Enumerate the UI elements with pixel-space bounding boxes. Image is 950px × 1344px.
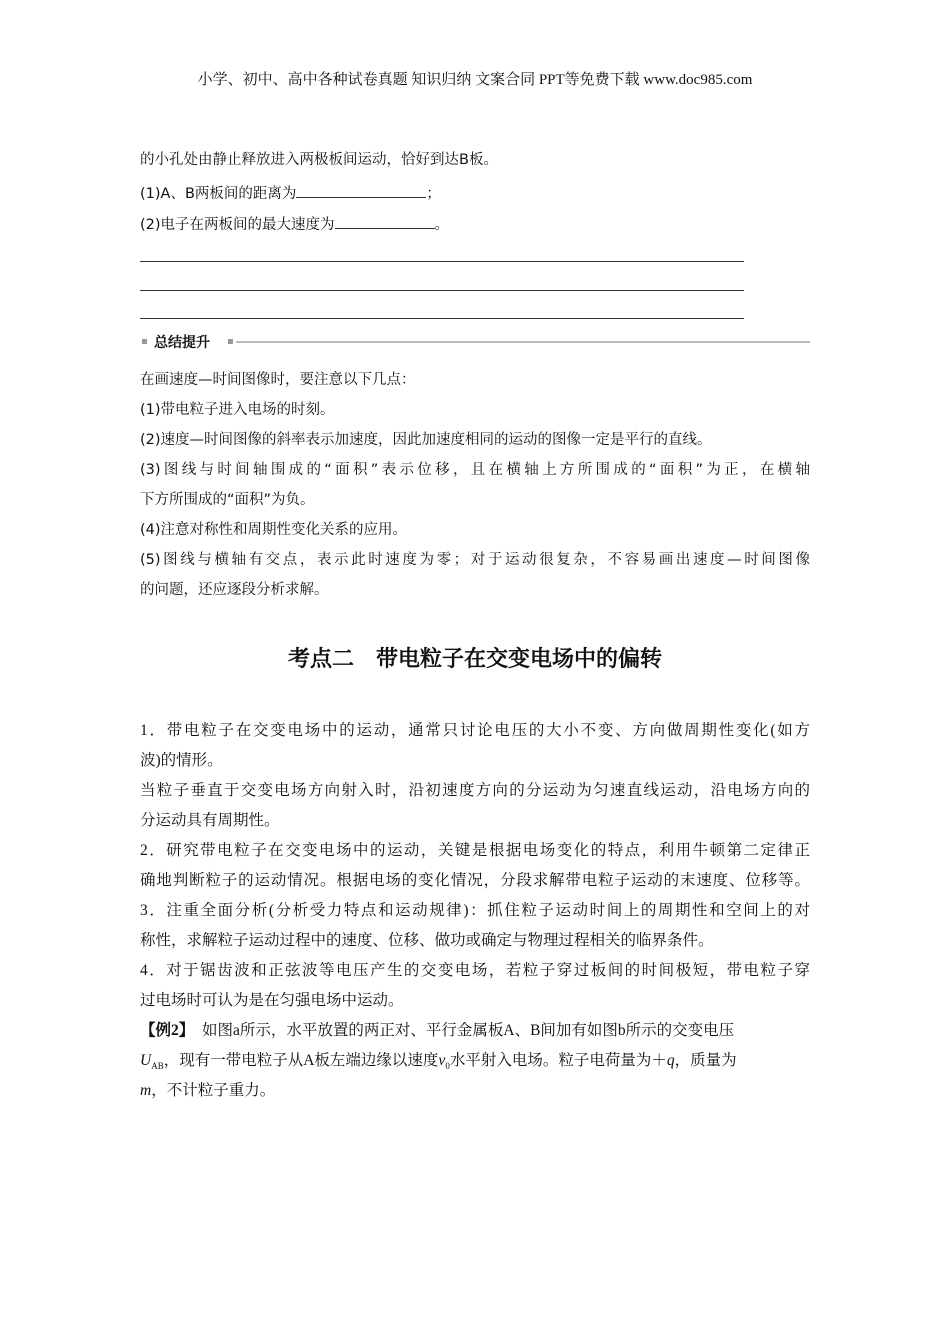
body-line: 4．对于锯齿波和正弦波等电压产生的交变电场，若粒子穿过板间的时间极短，带电粒子穿 bbox=[140, 962, 810, 979]
example-label: 【例2】 bbox=[140, 1022, 187, 1039]
body-line: 分运动具有周期性。 bbox=[140, 812, 280, 829]
example-line-3 bbox=[140, 1081, 275, 1101]
bullet-square-icon bbox=[142, 339, 147, 344]
intro-line: 的小孔处由静止释放进入两极板间运动，恰好到达B板。 bbox=[140, 152, 498, 168]
answer-line bbox=[140, 261, 744, 262]
body-line: 确地判断粒子的运动情况。根据电场的变化情况，分段求解带电粒子运动的末速度、位移等。 bbox=[140, 872, 810, 889]
summary-line: 的问题，还应逐段分析求解。 bbox=[140, 582, 329, 598]
example-line-2 bbox=[140, 1051, 737, 1076]
summary-heading-text: 总结提升 bbox=[154, 335, 210, 351]
summary-line: (1)带电粒子进入电场的时刻。 bbox=[140, 402, 335, 418]
var-v: v bbox=[438, 1052, 446, 1069]
summary-line: (5)图线与横轴有交点，表示此时速度为零；对于运动很复杂，不容易画出速度—时间图像 bbox=[140, 552, 810, 568]
body-line: 波)的情形。 bbox=[140, 752, 223, 769]
var-u: U bbox=[140, 1052, 152, 1069]
body-line: 称性，求解粒子运动过程中的速度、位移、做功或确定与物理过程相关的临界条件。 bbox=[140, 932, 714, 949]
summary-heading bbox=[140, 332, 810, 352]
answer-blank-1 bbox=[296, 183, 426, 198]
question-1-end: ； bbox=[426, 186, 441, 202]
divider bbox=[236, 341, 810, 343]
var-m: m bbox=[140, 1082, 152, 1099]
summary-line: 下方所围成的“面积”为负。 bbox=[140, 492, 315, 508]
question-2 bbox=[140, 214, 449, 235]
body-line: 过电场时可认为是在匀强电场中运动。 bbox=[140, 992, 404, 1009]
example-text: ，现有一带电粒子从A板左端边缘以速度 bbox=[163, 1052, 439, 1069]
summary-line: 在画速度—时间图像时，要注意以下几点： bbox=[140, 372, 416, 388]
body-line: 3．注重全面分析(分析受力特点和运动规律)：抓住粒子运动时间上的周期性和空间上的对 bbox=[140, 902, 810, 919]
example-text: ，质量为 bbox=[674, 1052, 737, 1069]
summary-line: (4)注意对称性和周期性变化关系的应用。 bbox=[140, 522, 408, 538]
question-1 bbox=[140, 183, 441, 204]
example-text: 如图a所示，水平放置的两正对、平行金属板A、B间加有如图b所示的交变电压 bbox=[186, 1022, 735, 1039]
section-title: 考点二 带电粒子在交变电场中的偏转 bbox=[287, 647, 662, 672]
summary-line: (3)图线与时间轴围成的“面积”表示位移，且在横轴上方所围成的“面积”为正，在横轴 bbox=[140, 462, 810, 478]
page-header: 小学、初中、高中各种试卷真题 知识归纳 文案合同 PPT等免费下载 www.doc985.com bbox=[197, 72, 753, 88]
body-line: 2．研究带电粒子在交变电场中的运动，关键是根据电场变化的特点，利用牛顿第二定律正 bbox=[140, 842, 810, 859]
example-text: 水平射入电场。粒子电荷量为＋ bbox=[449, 1052, 667, 1069]
answer-line bbox=[140, 290, 744, 291]
example-line-1 bbox=[140, 1021, 734, 1041]
example-text: ，不计粒子重力。 bbox=[151, 1082, 276, 1099]
answer-blank-2 bbox=[335, 214, 435, 229]
question-2-end: 。 bbox=[434, 217, 450, 233]
question-2-text: (2)电子在两板间的最大速度为 bbox=[140, 217, 335, 233]
body-line: 1．带电粒子在交变电场中的运动，通常只讨论电压的大小不变、方向做周期性变化(如方 bbox=[140, 722, 810, 739]
body-line: 当粒子垂直于交变电场方向射入时，沿初速度方向的分运动为匀速直线运动，沿电场方向的 bbox=[140, 782, 810, 799]
var-u-sub: AB bbox=[151, 1061, 164, 1072]
question-1-text: (1)A、B两板间的距离为 bbox=[140, 186, 297, 202]
var-q: q bbox=[666, 1052, 675, 1069]
var-v-sub: 0 bbox=[445, 1061, 450, 1072]
summary-line: (2)速度—时间图像的斜率表示加速度，因此加速度相同的运动的图像一定是平行的直线。 bbox=[140, 432, 712, 448]
bullet-square-icon bbox=[228, 339, 233, 344]
answer-line bbox=[140, 318, 744, 319]
